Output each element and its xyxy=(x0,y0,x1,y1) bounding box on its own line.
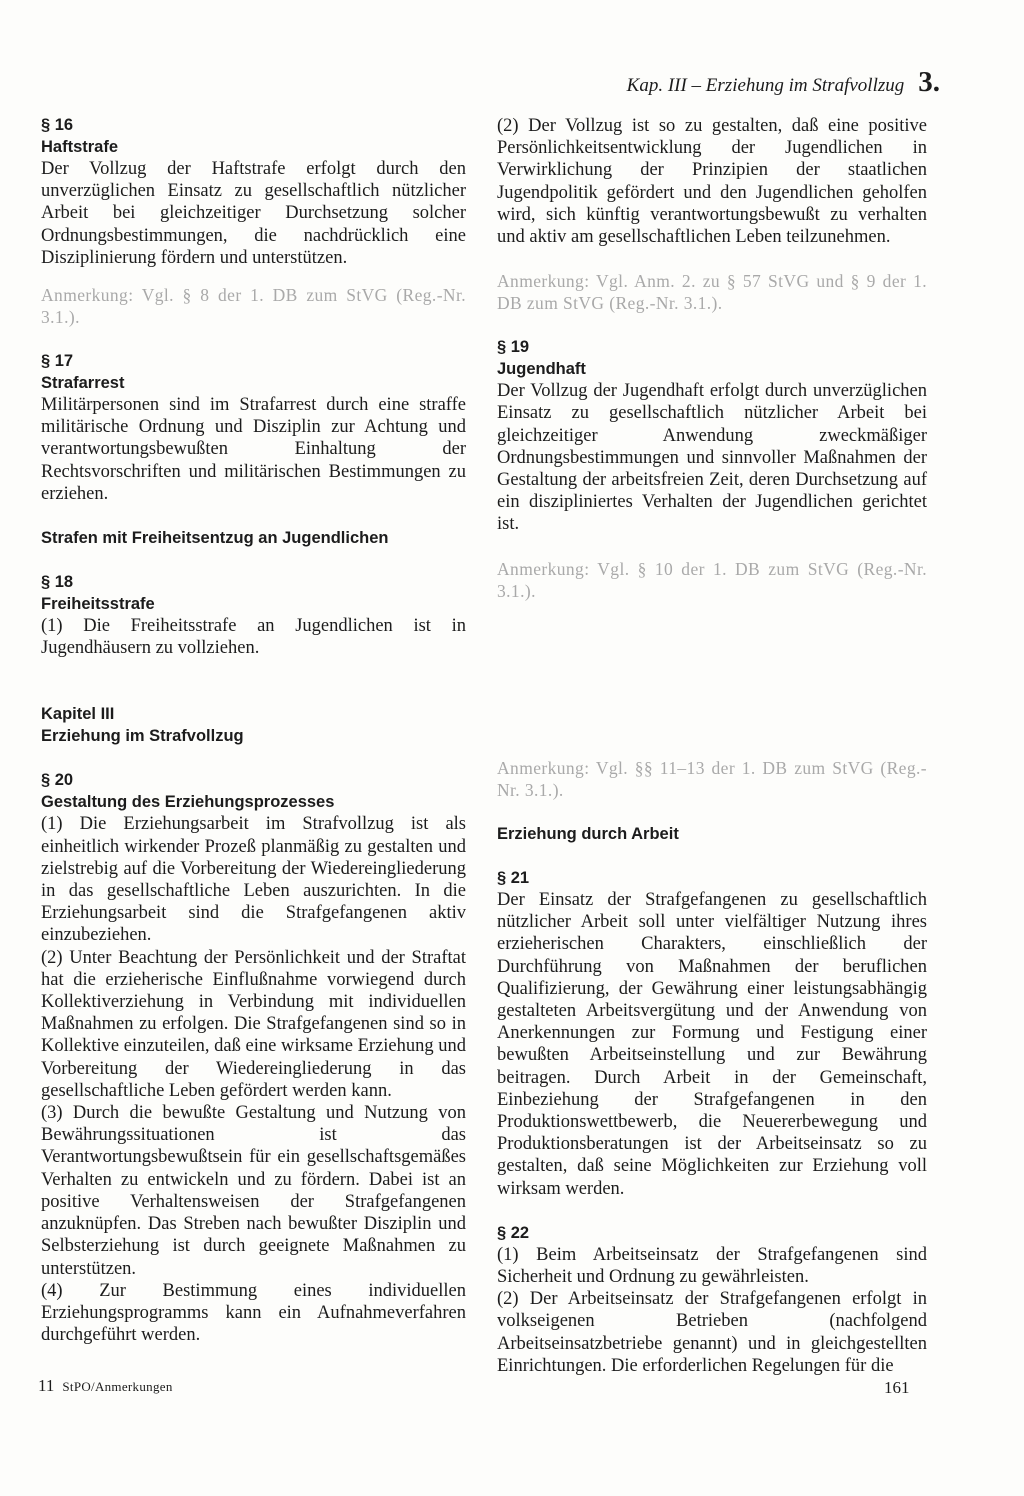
chapter-number: 3. xyxy=(918,66,940,98)
section-18-paragraph-1: (1) Die Freiheitsstrafe an Jugendlichen ist in Jugendhäusern zu vollziehen. xyxy=(41,616,466,659)
section-20-paragraph-3: (3) Durch die bewußte Gestaltung und Nutzung von Bewährungssituationen ist das Verantwortungsbewußtsein für ein gesellschaftsgemäßes Verhalten zu entwickeln und zu fördern. Dabei ist an positive Verhaltensweisen der Strafgefangenen anzuknüpfen. Das Streben nach bewußter Disziplin und Selbsterziehung ist durch geeignete Maßnahmen zu unterstützen. xyxy=(41,1103,466,1279)
section-16-text: Der Vollzug der Haftstrafe erfolgt durch den unverzüglichen Einsatz zu gesellschaftlich nützlicher Arbeit bei gleichzeitiger Durchsetzung solcher Ordnungsbestimmungen, die nachdrücklich eine Disziplinierung fördern und unterstützen. xyxy=(41,159,466,268)
section-20-paragraph-4: (4) Zur Bestimmung eines individuellen Erziehungsprogramms kann ein Aufnahmeverfahren durchgeführt werden. xyxy=(41,1280,466,1346)
running-header xyxy=(540,66,940,106)
header-title: Kap. III – Erziehung im Strafvollzug xyxy=(626,75,905,96)
section-16-note: Anmerkung: Vgl. § 8 der 1. DB zum StVG (Reg.-Nr. 3.1.). xyxy=(41,285,466,328)
chapter-label: Kapitel III xyxy=(41,705,115,724)
section-21-text: Der Einsatz der Strafgefangenen zu gesellschaftlich nützlicher Arbeit soll unter vielfältiger Nutzung ihres erzieherischen Charakters, einschließlich der Durchführung von Maßnahmen der beruflichen Qualifizierung, der Gewährung einer leistungsabhängig gestalteten Arbeitsvergütung und der Anwendung von Anerkennungen zur Formung und Festigung einer bewußten Arbeitseinstellung und zur Bewährung beitragen. Durch Arbeit in der Gemeinschaft, Einbeziehung der Strafgefangenen in den Produktionswettbewerb, die Neuererbewegung und Produktionsberatungen ist der Arbeitseinsatz so zu gestalten, daß seine Möglichkeiten zur Erziehung voll wirksam werden. xyxy=(497,890,927,1199)
footer-source xyxy=(38,1376,173,1396)
section-20-number: § 20 xyxy=(41,771,74,790)
footer-source-number: 11 xyxy=(38,1376,55,1395)
section-18-number: § 18 xyxy=(41,573,74,592)
section-16-title: Haftstrafe xyxy=(41,138,119,156)
section-18-title: Freiheitsstrafe xyxy=(41,595,155,614)
section-16-number: § 16 xyxy=(41,116,74,134)
chapter-title: Erziehung im Strafvollzug xyxy=(41,727,244,746)
section-17-number: § 17 xyxy=(41,352,74,371)
section-19-title: Jugendhaft xyxy=(497,360,586,379)
section-22-paragraph-2: (2) Der Arbeitseinsatz der Strafgefangenen erfolgt in volkseigenen Betrieben (nachfolgend Arbeitseinsatzbetriebe genannt) und in gleichgestellten Einrichtungen. Die erforderlichen Regelungen für die xyxy=(497,1289,927,1376)
section-19-number: § 19 xyxy=(497,338,530,357)
right-column-bottom xyxy=(497,757,927,1377)
subheading-juveniles: Strafen mit Freiheitsentzug an Jugendlichen xyxy=(41,529,389,548)
left-column xyxy=(41,114,466,1346)
section-18-note: Anmerkung: Vgl. Anm. 2. zu § 57 StVG und § 9 der 1. DB zum StVG (Reg.-Nr. 3.1.). xyxy=(497,271,927,314)
right-column-top xyxy=(497,115,927,602)
section-20-paragraph-1: (1) Die Erziehungsarbeit im Strafvollzug ist als einheitlich wirkender Prozeß planmäßig zu gestalten und zielstrebig auf die Vorbereitung der Wiedereingliederung in das gesellschaftliche Leben auszurichten. In die Erziehungsarbeit sind die Strafgefangenen aktiv einzubeziehen. xyxy=(41,814,466,946)
section-17-text: Militärpersonen sind im Strafarrest durch eine straffe militärische Ordnung und Disziplin zur Achtung und verantwortungsbewußten Einhaltung der Rechtsvorschriften und militärischen Bestimmungen zu erziehen. xyxy=(41,395,466,504)
section-20-title: Gestaltung des Erziehungsprozesses xyxy=(41,793,335,812)
section-22-paragraph-1: (1) Beim Arbeitseinsatz der Strafgefangenen sind Sicherheit und Ordnung zu gewährleisten. xyxy=(497,1244,927,1288)
section-20-note: Anmerkung: Vgl. §§ 11–13 der 1. DB zum StVG (Reg.-Nr. 3.1.). xyxy=(497,758,927,800)
subheading-work: Erziehung durch Arbeit xyxy=(497,825,679,843)
section-20-paragraph-2: (2) Unter Beachtung der Persönlichkeit und der Straftat hat die erzieherische Einflußnahme vorwiegend durch Kollektiverziehung in Verbindung mit individuellen Maßnahmen zu erfolgen. Die Strafgefangenen sind so in Kollektive einzuteilen, daß eine wirksame Erziehung und Vorbereitung der Wiedereingliederung in das gesellschaftliche Leben gefördert werden kann. xyxy=(41,947,466,1101)
section-22-number: § 22 xyxy=(497,1223,530,1242)
section-19-note: Anmerkung: Vgl. § 10 der 1. DB zum StVG (Reg.-Nr. 3.1.). xyxy=(497,558,927,601)
section-18-paragraph-2: (2) Der Vollzug ist so zu gestalten, daß eine positive Persönlichkeitsentwicklung der Jugendlichen in Verwirklichung der Prinzipien der staatlichen Jugendpolitik gefördert und den Jugendlichen geholfen wird, sich künftig verantwortungsbewußt zu verhalten und aktiv am gesellschaftlichen Leben teilzunehmen. xyxy=(497,116,927,248)
section-17-title: Strafarrest xyxy=(41,374,125,393)
section-21-number: § 21 xyxy=(497,869,530,887)
page-number: 161 xyxy=(884,1378,910,1397)
section-19-text: Der Vollzug der Jugendhaft erfolgt durch unverzüglichen Einsatz zu gesellschaftlich nützlicher Arbeit bei gleichzeitiger Anwendung zweckmäßiger Ordnungsbestimmungen und sinnvoller Maßnahmen der Gestaltung der arbeitsfreien Zeit, deren Durchsetzung auf ein diszipliniertes Verhalten der Jugendlichen gerichtet ist. xyxy=(497,381,927,535)
footer-source-text: StPO/Anmerkungen xyxy=(62,1379,173,1394)
